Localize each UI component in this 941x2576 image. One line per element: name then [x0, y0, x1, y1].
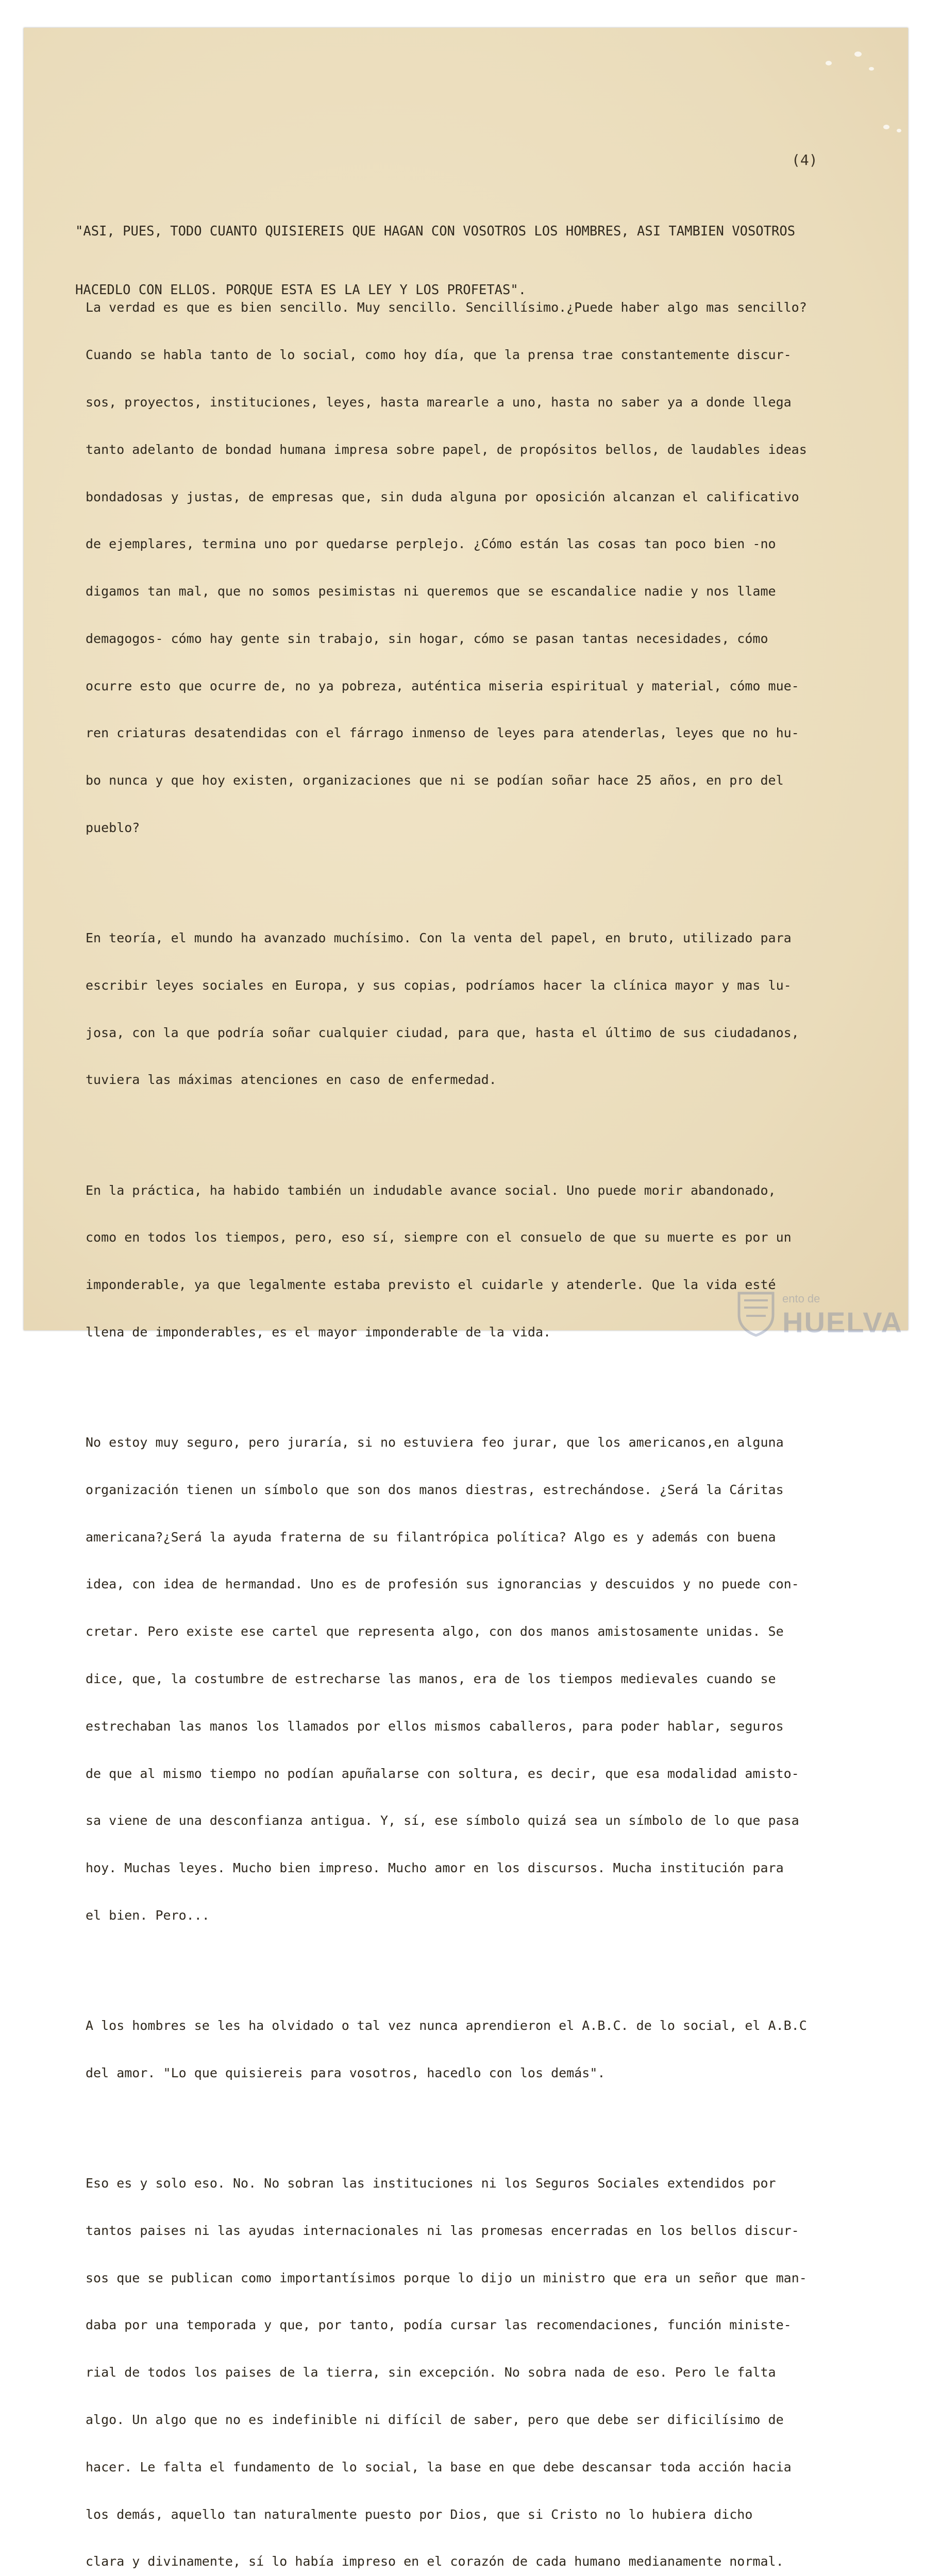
text-line: ren criaturas desatendidas con el fárrago inmenso de leyes para atenderlas, leyes que no hu- [86, 725, 799, 741]
text-line: de que al mismo tiempo no podían apuñalarse con soltura, es decir, que esa modalidad amisto- [86, 1766, 799, 1781]
text-line: A los hombres se les ha olvidado o tal vez nunca aprendieron el A.B.C. de lo social, el A.B.C [86, 2018, 807, 2033]
text-line: tanto adelanto de bondad humana impresa sobre papel, de propósitos bellos, de laudables ideas [86, 442, 807, 457]
text-line: La verdad es que es bien sencillo. Muy sencillo. Sencillísimo.¿Puede haber algo mas sencillo? [86, 300, 807, 315]
text-line: bo nunca y que hoy existen, organizaciones que ni se podían soñar hace 25 años, en pro del [86, 773, 784, 788]
watermark-text: ento de [782, 1292, 820, 1305]
text-line: demagogos- cómo hay gente sin trabajo, sin hogar, cómo se pasan tantas necesidades, cómo [86, 631, 768, 646]
epigraph-line: "ASI, PUES, TODO CUANTO QUISIEREIS QUE HAGAN CON VOSOTROS LOS HOMBRES, ASI TAMBIEN VOSOTROS [75, 224, 796, 239]
paper-hole [883, 125, 889, 129]
text-line: los demás, aquello tan naturalmente puesto por Dios, que si Cristo no lo hubiera dicho [86, 2506, 753, 2522]
text-line: escribir leyes sociales en Europa, y sus copias, podríamos hacer la clínica mayor y mas lu- [86, 977, 792, 993]
text-line: organización tienen un símbolo que son dos manos diestras, estrechándose. ¿Será la Cáritas [86, 1482, 784, 1497]
text-line: cretar. Pero existe ese cartel que representa algo, con dos manos amistosamente unidas. Se [86, 1624, 784, 1639]
text-line: josa, con la que podría soñar cualquier ciudad, para que, hasta el último de sus ciudadanos, [86, 1025, 799, 1040]
text-line: hacer. Le falta el fundamento de lo social, la base en que debe descansar toda acción hacia [86, 2459, 792, 2475]
text-line: No estoy muy seguro, pero juraría, si no estuviera feo jurar, que los americanos,en alguna [86, 1435, 784, 1450]
text-line: ocurre esto que ocurre de, no ya pobreza, auténtica miseria espiritual y material, cómo mue- [86, 678, 799, 693]
page-number: (4) [792, 151, 818, 168]
text-line: llena de imponderables, es el mayor imponderable de la vida. [86, 1324, 551, 1340]
paragraph [86, 268, 900, 868]
text-line: digamos tan mal, que no somos pesimistas ni queremos que se escandalice nadie y nos llame [86, 584, 776, 599]
text-line: sos que se publican como importantísimos porque lo dijo un ministro que era un señor que man- [86, 2270, 807, 2285]
watermark-title: HUELVA [782, 1306, 903, 1338]
text-line: del amor. "Lo que quisiereis para vosotros, hacedlo con los demás". [86, 2065, 606, 2080]
text-line: de ejemplares, termina uno por quedarse perplejo. ¿Cómo están las cosas tan poco bien -no [86, 536, 776, 552]
paragraph [86, 899, 900, 1120]
text-line: idea, con idea de hermandad. Uno es de profesión sus ignorancias y descuidos y no puede con- [86, 1577, 799, 1592]
paragraph [86, 2144, 900, 2576]
text-line: el bien. Pero... [86, 1907, 210, 1923]
body-text [86, 237, 900, 2576]
text-line: dice, que, la costumbre de estrecharse las manos, era de los tiempos medievales cuando se [86, 1671, 776, 1687]
text-line: tuviera las máximas atenciones en caso de enfermedad. [86, 1072, 497, 1088]
text-line: imponderable, ya que legalmente estaba previsto el cuidarle y atenderle. Que la vida esté [86, 1277, 776, 1293]
text-line: clara y divinamente, sí lo había impreso en el corazón de cada humano medianamente normal. [86, 2554, 784, 2569]
document-page [24, 28, 908, 2569]
paper-hole [897, 129, 901, 132]
text-line: daba por una temporada y que, por tanto, podía cursar las recomendaciones, función ministe- [86, 2317, 792, 2333]
text-line: bondadosas y justas, de empresas que, sin duda alguna por oposición alcanzan el calificativo [86, 489, 799, 504]
epigraph-line: HACEDLO CON ELLOS. PORQUE ESTA ES LA LEY Y LOS PROFETAS". [75, 282, 527, 298]
text-line: americana?¿Será la ayuda fraterna de su filantrópica política? Algo es y además con buena [86, 1529, 776, 1545]
text-line: pueblo? [86, 820, 140, 835]
text-line: En la práctica, ha habido también un indudable avance social. Uno puede morir abandonado, [86, 1182, 776, 1198]
text-line: rial de todos los paises de la tierra, sin excepción. No sobra nada de eso. Pero le falta [86, 2365, 776, 2380]
paper-hole [854, 52, 862, 57]
shield-seal-icon [736, 1290, 776, 1336]
paper-hole [826, 61, 832, 65]
text-line: estrechaban las manos los llamados por ellos mismos caballeros, para poder hablar, seguros [86, 1718, 784, 1734]
archive-watermark [736, 1280, 921, 1347]
paper-hole [869, 67, 874, 71]
text-line: tantos paises ni las ayudas internacionales ni las promesas encerradas en los bellos discur- [86, 2223, 799, 2238]
text-line: sos, proyectos, instituciones, leyes, hasta marearle a uno, hasta no saber ya a donde llega [86, 394, 792, 410]
text-line: Eso es y solo eso. No. No sobran las instituciones ni los Seguros Sociales extendidos por [86, 2176, 776, 2191]
text-line: sa viene de una desconfianza antigua. Y, sí, ese símbolo quizá sea un símbolo de lo que pasa [86, 1813, 799, 1828]
paragraph [86, 1987, 900, 2113]
text-line: algo. Un algo que no es indefinible ni difícil de saber, pero que debe ser dificilísimo de [86, 2412, 784, 2427]
text-line: como en todos los tiempos, pero, eso sí, siempre con el consuelo de que su muerte es por un [86, 1230, 792, 1245]
text-line: hoy. Muchas leyes. Mucho bien impreso. Mucho amor en los discursos. Mucha institución para [86, 1860, 784, 1876]
text-line: Cuando se habla tanto de lo social, como hoy día, que la prensa trae constantemente discur- [86, 347, 792, 363]
text-line: En teoría, el mundo ha avanzado muchísimo. Con la venta del papel, en bruto, utilizado para [86, 930, 792, 946]
paragraph [86, 1403, 900, 1955]
